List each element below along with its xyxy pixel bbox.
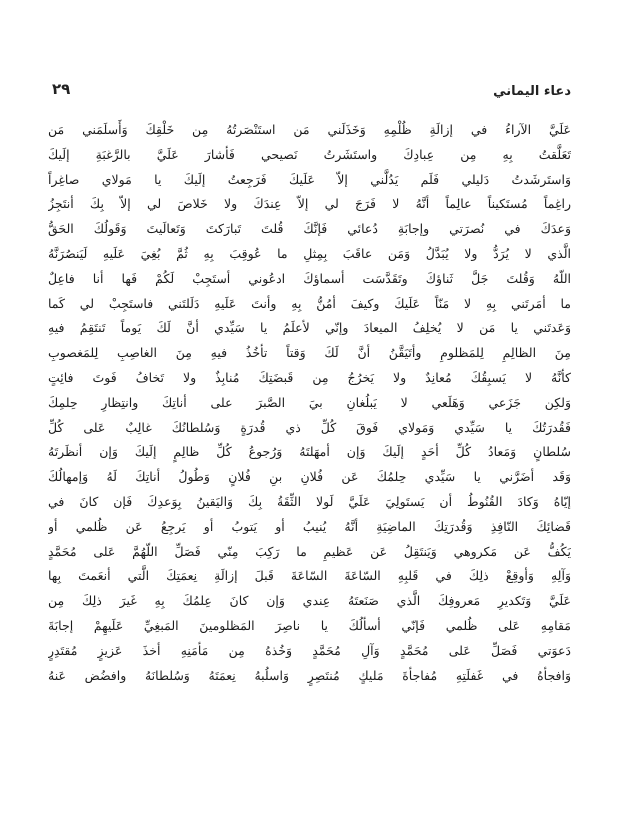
text-line: اللّهُ وَقُلتَ جَلَّ ثَناؤكَ وتَقَدَّسَت أسماؤكَ ادعُوني أستَجِبْ لَكُمْ فَها أنا فاعِلٌ (48, 270, 571, 286)
text-line: وَلكِن جَزَعي وَهَلَعي لا يَبلُغانِ بيَ الصَّبرَ على أناتِكَ وانتِظارِ حِلمِكَ (48, 394, 571, 410)
text-line: راغِماً مُستَكيناً عالِماً أنَّهُ لا فَرَجَ لي إلاّ عِندَكَ ولا خَلاصَ لي إلاّ بِكَ أنتَجِزُ (48, 196, 571, 212)
text-line: وَافجأهُ في غَفلَتِهِ مُفاجأةَ مَليكٍ مُنتَصِرٍ وَاسلُبهُ نِعمَتَهُ وَسُلطانَهُ وافضُض عَنهُ (48, 667, 571, 683)
text-line: إيّاهُ وَكادَ القُنُوطُ أن يَستَولِيَ عَلَيَّ لَولا الثِّقَةُ بِكَ وَاليَقينُ بِوَعدِكَ فَإن كانَ في (48, 493, 571, 509)
text-line: فَقُدرَتُكَ يا سَيِّدي وَمَولاي فَوقَ كُلِّ ذي قُدرَةٍ وَسُلطانُكَ غالِبٌ عَلى كُلِّ (48, 419, 571, 435)
text-line: وَآلِهِ وَأوقِعْ ذلِكَ في قَلبِهِ السّاعَةَ السّاعَةَ قَبلَ إزالَةِ نِعمَتِكَ الَّتي أنعَمتَ بِها (48, 568, 571, 584)
text-line: مِنَ الظالِمِ لِلمَظلومِ وأتَيَقَّنُ أنَّ لَكَ وَقتاً تأخُذُ فيهِ مِنَ الغاصِبِ لِلمَغصوبِ (48, 345, 571, 361)
text-line: وَاستَرشَدتُ دَليلي فَلَم يَدُلَّني إلاّ عَلَيكَ فَرَجِعتُ إلَيكَ يا مَولاي صاغِراً (48, 171, 571, 187)
text-line: سُلطانٍ وَمَعادُ كُلِّ أحَدٍ إلَيكَ وَإن أمهَلتَهُ وَرُجوعُ كُلِّ ظالِمٍ إلَيكَ وَإن أنظَرتَهُ (48, 444, 571, 460)
text-line: الَّذي لا يُرَدُّ ولا يُبَدَّلُ وَمَن عاقَبَ بِمِثلِ ما عُوقِبَ بِهِ ثُمَّ بُغِيَ عَلَيهِ لَيَنصُرَنَّهُ (48, 245, 571, 261)
text-line: تَعَلَّقتُ بِهِ مِن عِبادِكَ واستَشَرتُ نَصيحي فَأشارَ عَلَيَّ بالرَّغبَةِ إلَيكَ (48, 146, 571, 162)
text-line: قَضائِكَ النّافِذِ وَقُدرَتِكَ الماضِيَةِ أنَّهُ يُنيبُ أو يَتوبُ أو يَرجِعُ عَن ظُلمي أو (48, 518, 571, 534)
text-line: وَعَدتَني يا مَن لا يُخلِفُ الميعادَ وإنّي لأعلَمُ يا سَيِّدي أنَّ لَكَ يَوماً تَنتَقِمُ فيهِ (48, 320, 571, 336)
text-line: وَعدَكَ في نُصرَتي وإجابَةِ دُعائي فَإنَّكَ قُلتَ تَبارَكتَ وَتَعالَيتَ وَقَولُكَ الحَقُّ (48, 221, 571, 237)
text-line: ما أمَرتَني بِهِ لا مَنّاً عَلَيكَ وكيفَ أمُنُّ بِهِ وأنتَ عَلَيهِ دَلَلتَني فاستَجِبْ لي كَما (48, 295, 571, 311)
page-number: ٢٩ (52, 80, 71, 98)
text-line: عَلَيَّ وَتَكديرِ مَعروفِكَ الَّذي صَنَعتَهُ عِندي وَإن كانَ عِلمُكَ بِهِ غَيرَ ذلِكَ مِن (48, 593, 571, 609)
page-header (52, 80, 571, 108)
supplication-text (48, 118, 571, 688)
text-line: يَكُفُّ عَن مَكروهي وَيَنتَقِلُ عَن عَظيمِ ما رَكِبَ مِنّي فَصَلِّ اللّهُمَّ عَلى مُحَمَّدٍ (48, 543, 571, 559)
text-line: وَقَد أضَرَّني يا سَيِّدي حِلمُكَ عَن فُلانِ بنِ فُلانٍ وَطُولُ أناتِكَ لَهُ وَإمهالُكَ (48, 469, 571, 485)
running-title: دعاء اليماني (493, 84, 571, 99)
text-line: دَعوَتي فَصَلِّ عَلى مُحَمَّدٍ وَآلِ مُحَمَّدٍ وَخُذهُ مِن مَأمَنِهِ أخذَ عَزيزٍ مُقتَدِرٍ (48, 642, 571, 658)
text-line: مَقامِهِ عَلى ظُلمي فَإنّي أسألُكَ يا ناصِرَ المَظلومينَ المَبغِيِّ عَلَيهِمْ إجابَةَ (48, 617, 571, 633)
text-line: كأنَّهُ لا يَسبِقُكَ مُعانِدٌ ولا يَخرُجُ مِن قَبضَتِكَ مُنابِذٌ ولا تَخافُ فَوتَ فائِتٍ (48, 369, 571, 385)
text-line: عَلَيَّ الآراءُ في إزالَةِ ظُلْمِهِ وَخَذَلَني مَن استَنْصَرتُهُ مِن خَلْقِكَ وَأَسلَمَني مَن (48, 122, 571, 137)
